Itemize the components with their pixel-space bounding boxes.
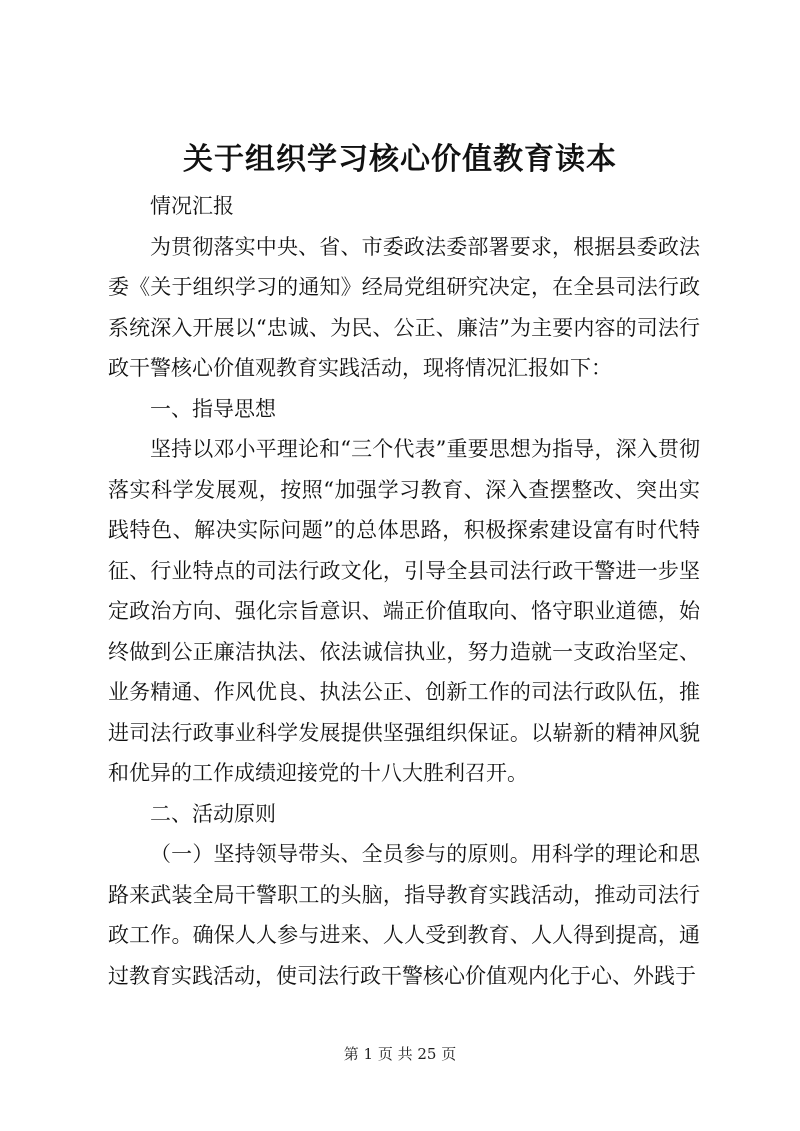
paragraph-principle-one: （一）坚持领导带头、全员参与的原则。用科学的理论和思路来武装全局干警职工的头脑，指导教育实践活动，推动司法行政工作。确保人人参与进来、人人受到教育、人人得到提高，通过教育实践活动，使司法行政干警核心价值观内化于心、外践于 (108, 842, 700, 988)
paragraph-intro: 为贯彻落实中央、省、市委政法委部署要求，根据县委政法委《关于组织学习的通知》经局党组研究决定，在全县司法行政系统深入开展以“忠诚、为民、公正、廉洁”为主要内容的司法行政干警核心价值观教育实践活动，现将情况汇报如下： (108, 234, 700, 380)
section-heading-guiding-thought: 一、指导思想 (150, 396, 276, 421)
section-heading-principles: 二、活动原则 (150, 801, 276, 826)
document-body (108, 186, 700, 996)
paragraph-guiding-thought: 坚持以邓小平理论和“三个代表”重要思想为指导，深入贯彻落实科学发展观，按照“加强学习教育、深入查摆整改、突出实践特色、解决实际问题”的总体思路，积极探索建设富有时代特征、行业特点的司法行政文化，引导全县司法行政干警进一步坚定政治方向、强化宗旨意识、端正价值取向、恪守职业道德，始终做到公正廉洁执法、依法诚信执业，努力造就一支政治坚定、业务精通、作风优良、执法公正、创新工作的司法行政队伍，推进司法行政事业科学发展提供坚强组织保证。以崭新的精神风貌和优异的工作成绩迎接党的十八大胜利召开。 (108, 437, 700, 785)
paragraph-subtitle: 情况汇报 (150, 194, 234, 218)
page-number-footer: 第 1 页 共 25 页 (343, 1045, 457, 1063)
document-title: 关于组织学习核心价值教育读本 (183, 142, 617, 177)
